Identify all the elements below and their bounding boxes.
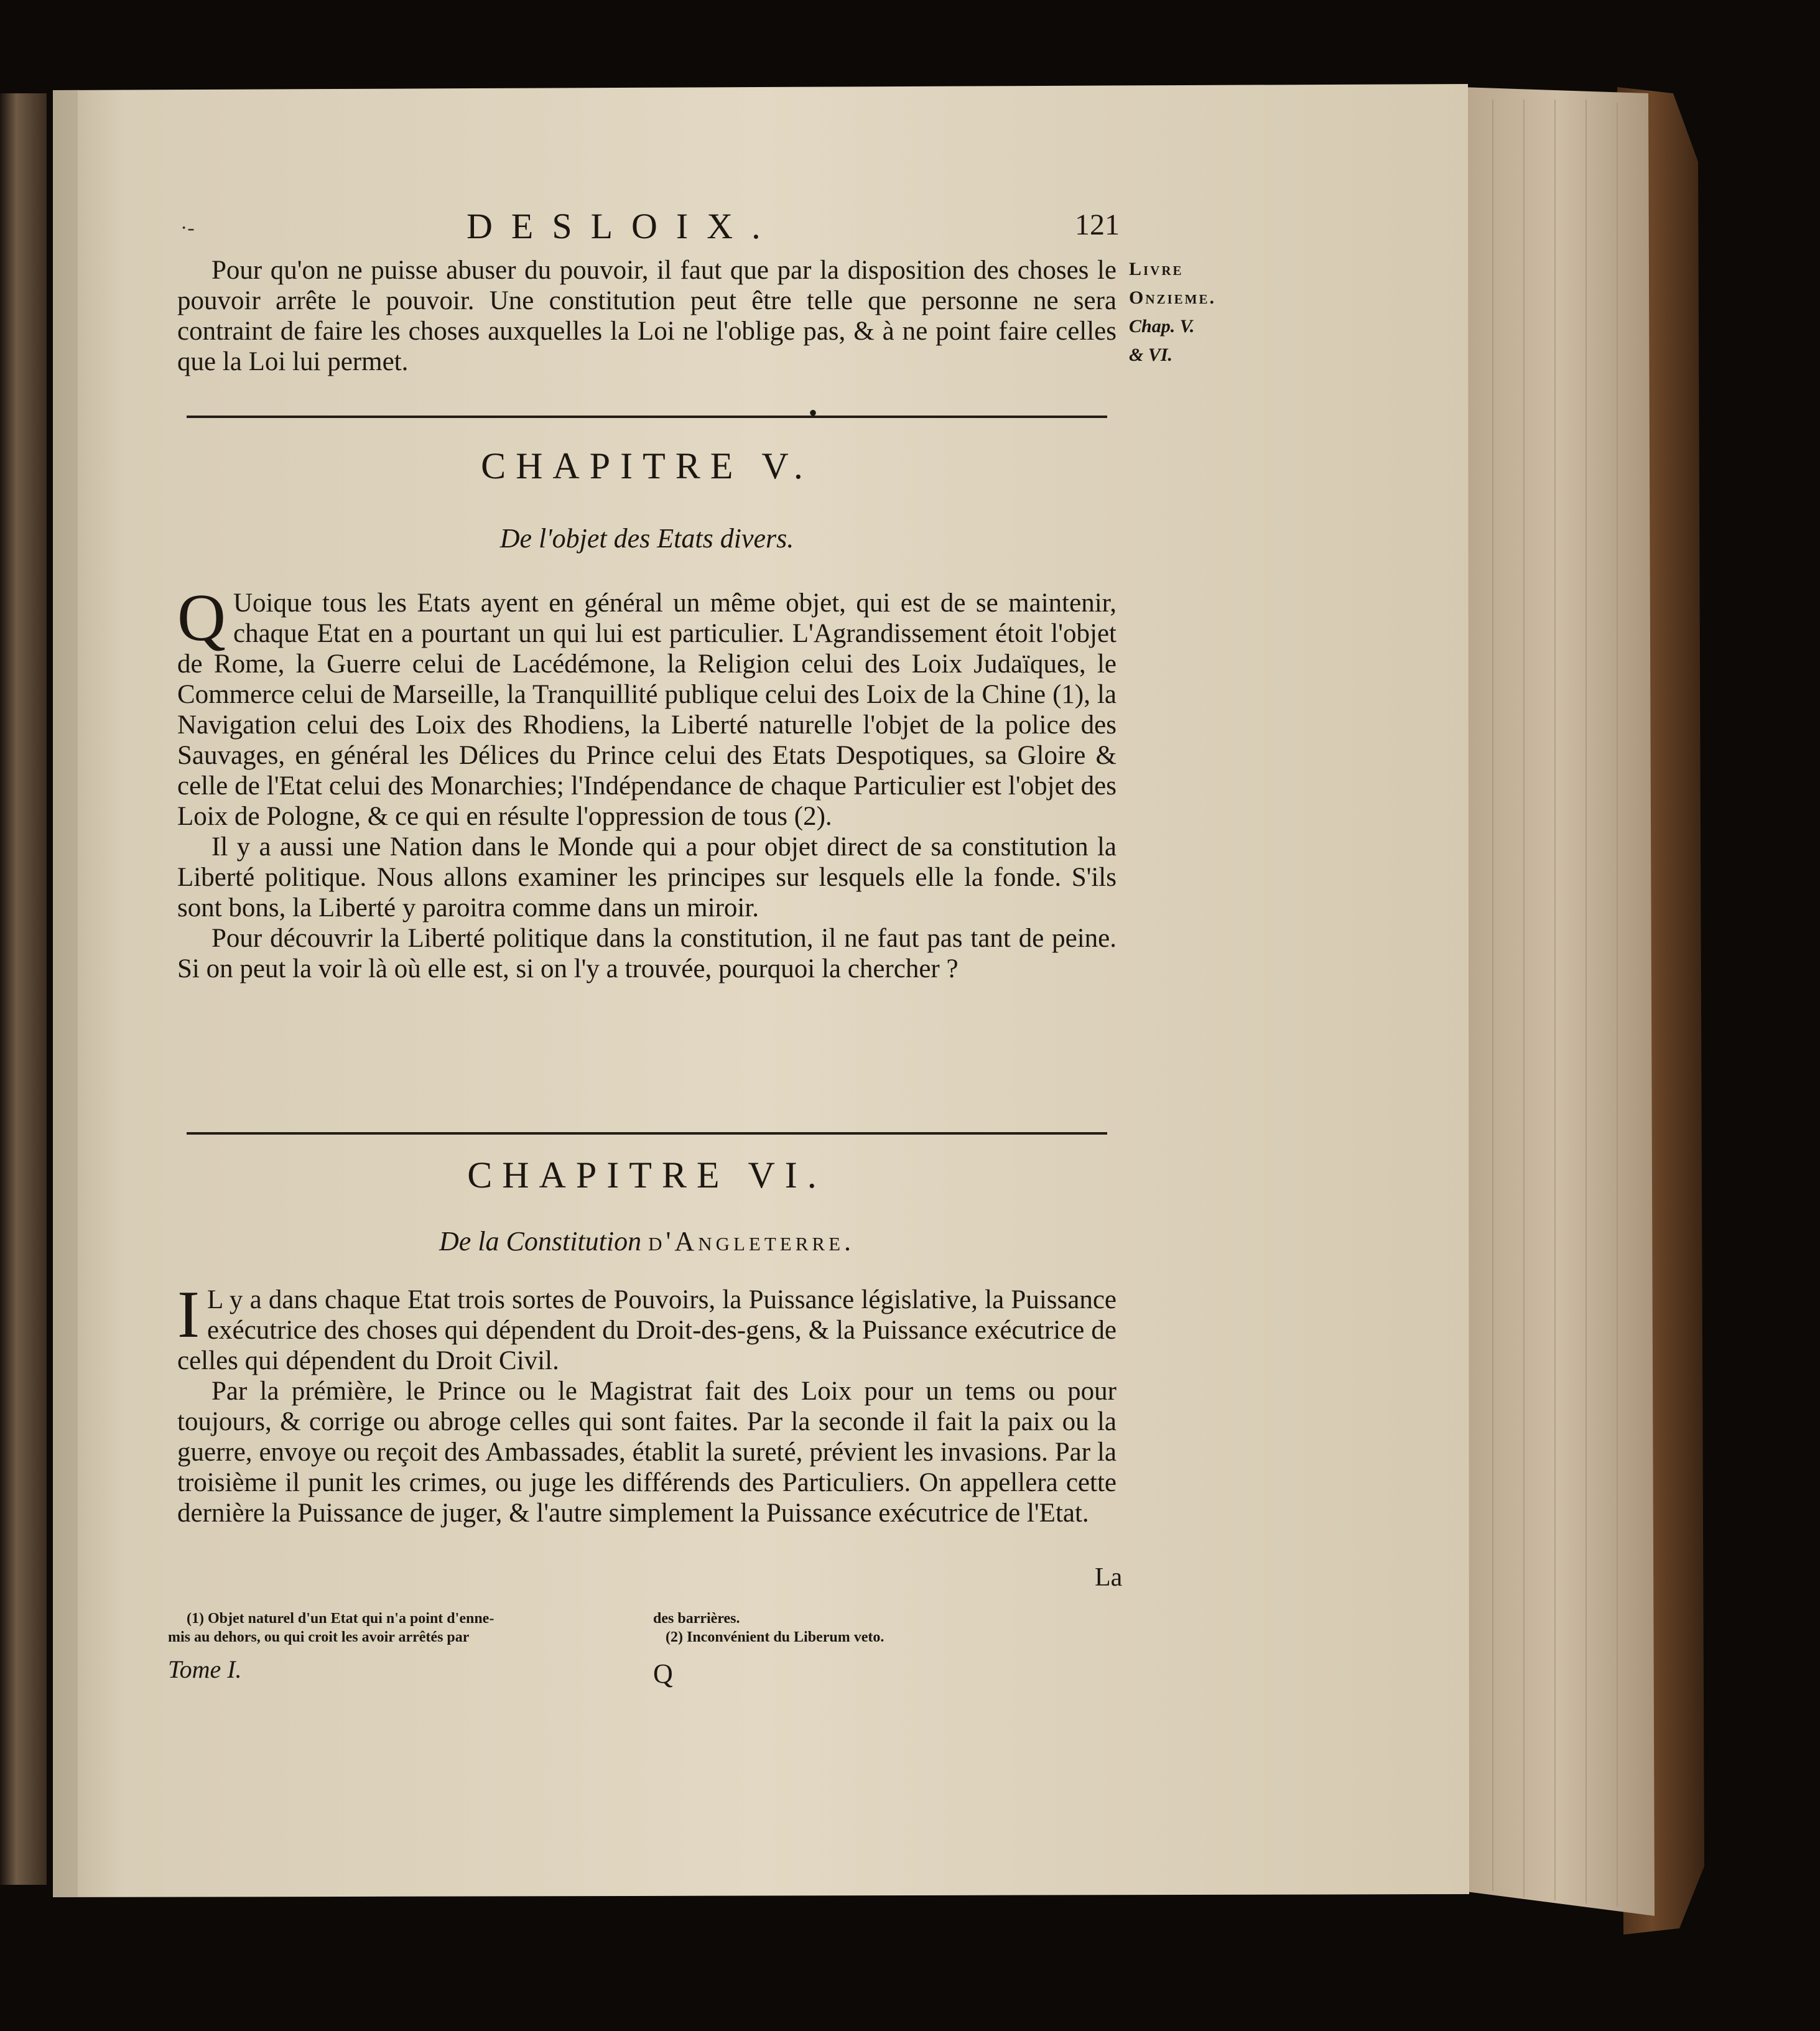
running-head-mark: ·- [180,216,195,239]
margin-note-book: Livre [1129,259,1184,279]
chapter-vi-heading: CHAPITRE VI. [467,1155,827,1196]
chapter-v-rule [187,416,1107,418]
chapter-vi-subtitle-caps: d'Angleterre. [648,1226,855,1257]
signature-mark: Q [653,1658,673,1689]
chapter-vi-drop-cap: I [177,1278,200,1352]
chapter-vi-subtitle-prefix: De la Constitution [439,1226,642,1257]
chapter-vi-rule [187,1132,1107,1135]
chapter-vi-subtitle [168,1225,1126,1257]
opening-paragraph-block [177,255,1117,377]
gutter-shadow [53,90,78,1897]
chapter-v-paragraph-1-text: Uoique tous les Etats ayent en général un même objet, qui est de se maintenir, chaque Etat en a pourtant un qui lui est particulier. L'Agrandissement étoit l'objet de Rome, la Guerre celui de Lacédémone, la Religion celui des Loix Judaïques, le Commerce celui de Marseille, la Tranquillité publique celui des Loix de la Chine (1), la Navigation celui des Loix des Rhodiens, la Liberté naturelle l'objet de la police des Sauvages, en général les Délices du Prince celui des Etats Despotiques, sa Gloire & celle de l'Etat celui des Monarchies; l'Indépendance de chaque Particulier est l'objet des Loix de Pologne, & ce qui en résulte l'oppression de tous (2). [177,588,1117,831]
page-number: 121 [1075,208,1120,241]
footnote-1-line-1: (1) Objet naturel d'un Etat qui n'a point d'enne- [187,1610,494,1627]
running-head-title: DESLOIX. [467,206,779,246]
chapter-v-drop-cap: Q [177,581,226,655]
chapter-vi-paragraph-1 [177,1278,1117,1376]
chapter-vi-paragraph-1-text: L y a dans chaque Etat trois sortes de Pouvoirs, la Puissance législative, la Puissance exécutrice des choses qui dépendent du Droit-des-gens, & la Puissance exécutrice de celles qui dépendent du Droit Civil. [177,1285,1117,1375]
margin-note-chapter: Chap. V. [1129,316,1195,337]
margin-note-volume: Onzieme. [1129,287,1217,308]
opening-paragraph: Pour qu'on ne puisse abuser du pouvoir, il faut que par la disposition des choses le pouvoir arrête le pouvoir. Une constitution peut être telle que personne ne sera contraint de faire les choses auxquelles la Loi ne l'oblige pas, & à ne point faire celles que la Loi lui permet. [177,256,1117,376]
chapter-vi-text [177,1278,1117,1528]
separator-dot: • [809,399,818,427]
page-edges [1462,87,1655,1916]
margin-note-chapter-cont: & VI. [1129,345,1173,365]
chapter-v-paragraph-2: Il y a aussi une Nation dans le Monde qui a pour objet direct de sa constitution la Liberté politique. Nous allons examiner les principes sur lesquels elle la fonde. S'ils sont bons, la Liberté y paroitra comme dans un miroir. [177,832,1117,923]
volume-label: Tome I. [168,1655,242,1683]
margin-note [1129,255,1253,369]
footnote-1-line-2: mis au dehors, ou qui croit les avoir arrêtés par [168,1629,470,1645]
page-content [168,180,1217,1698]
footnote-2: (2) Inconvénient du Liberum veto. [666,1629,884,1645]
chapter-vi-paragraph-2: Par la prémière, le Prince ou le Magistrat fait des Loix pour un tems ou pour toujours, & corrige ou abroge celles qui sont faites. Par la seconde il fait la paix ou la guerre, envoye ou reçoit des Ambassades, établit la sureté, prévient les invasions. Par la troisième il punit les crimes, ou juge les différends des Particuliers. On appellera cette dernière la Puissance de juger, & l'autre simplement la Puissance exécutrice de l'Etat. [177,1377,1117,1528]
chapter-v-paragraph-3: Pour découvrir la Liberté politique dans la constitution, il ne faut pas tant de peine. Si on peut la voir là où elle est, si on l'y a trouvée, pourquoi la chercher ? [177,924,1117,983]
chapter-v-text [177,581,1117,984]
chapter-v-subtitle: De l'objet des Etats divers. [499,523,794,554]
chapter-v-paragraph-1 [177,581,1117,832]
footnote-1-continuation: des barrières. [653,1610,740,1627]
running-head [168,205,1144,249]
left-page-edge [0,93,47,1885]
catchword: La [1095,1563,1123,1592]
chapter-v-heading: CHAPITRE V. [481,445,813,486]
